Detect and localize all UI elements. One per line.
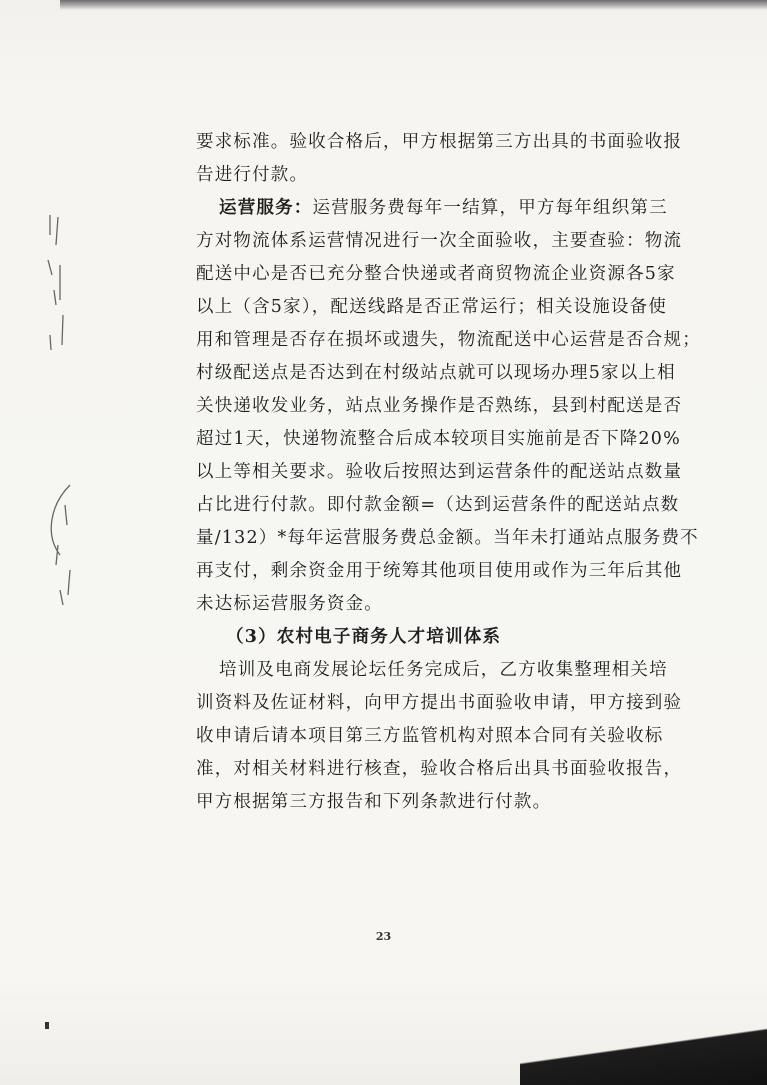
text-line: 再支付，剩余资金用于统筹其他项目使用或作为三年后其他 xyxy=(196,561,683,581)
text-line: 要求标准。验收合格后，甲方根据第三方出具的书面验收报 xyxy=(196,132,683,152)
text-line: 培训及电商发展论坛任务完成后，乙方收集整理相关培 xyxy=(219,660,668,680)
text-line: 甲方根据第三方报告和下列条款进行付款。 xyxy=(196,792,552,812)
text-line xyxy=(219,196,739,220)
text-line: 配送中心是否已充分整合快递或者商贸物流企业资源各5家 xyxy=(196,264,676,284)
text-run: 运营服务费每年一结算，甲方每年组织第三 xyxy=(312,198,668,218)
text-line: 用和管理是否存在损坏或遗失，物流配送中心运营是否合规； xyxy=(196,330,701,350)
text-line: 以上等相关要求。验收后按照达到运营条件的配送站点数量 xyxy=(196,462,683,482)
text-line: 村级配送点是否达到在村级站点就可以现场办理5家以上相 xyxy=(196,363,676,383)
section-label: 运营服务： xyxy=(219,198,313,218)
text-line: 超过1天，快递物流整合后成本较项目实施前是否下降20% xyxy=(196,429,681,449)
text-line: 未达标运营服务资金。 xyxy=(196,594,383,614)
text-line: 以上（含5家），配送线路是否正常运行；相关设施设备使 xyxy=(196,297,668,317)
text-line: 告进行付款。 xyxy=(196,165,309,185)
text-line: 准，对相关材料进行核查，验收合格后出具书面验收报告， xyxy=(196,759,683,779)
section-heading: （3）农村电子商务人才培训体系 xyxy=(226,627,502,647)
text-line: 量/132）*每年运营服务费总金额。当年未打通站点服务费不 xyxy=(196,528,699,548)
page-number: 23 xyxy=(375,930,392,943)
text-line: 关快递收发业务，站点业务操作是否熟练，县到村配送是否 xyxy=(196,396,683,416)
scan-top-shadow xyxy=(60,0,767,10)
binding-hole-marks xyxy=(30,205,85,625)
text-line: 训资料及佐证材料，向甲方提出书面验收申请，甲方接到验 xyxy=(196,693,683,713)
text-line: 收申请后请本项目第三方监管机构对照本合同有关验收标 xyxy=(196,726,664,746)
text-line: 占比进行付款。即付款金额=（达到运营条件的配送站点数 xyxy=(196,495,680,515)
text-line: 方对物流体系运营情况进行一次全面验收，主要查验：物流 xyxy=(196,231,683,251)
scan-artifact xyxy=(45,1022,49,1029)
scan-bottom-shadow xyxy=(520,1025,767,1085)
